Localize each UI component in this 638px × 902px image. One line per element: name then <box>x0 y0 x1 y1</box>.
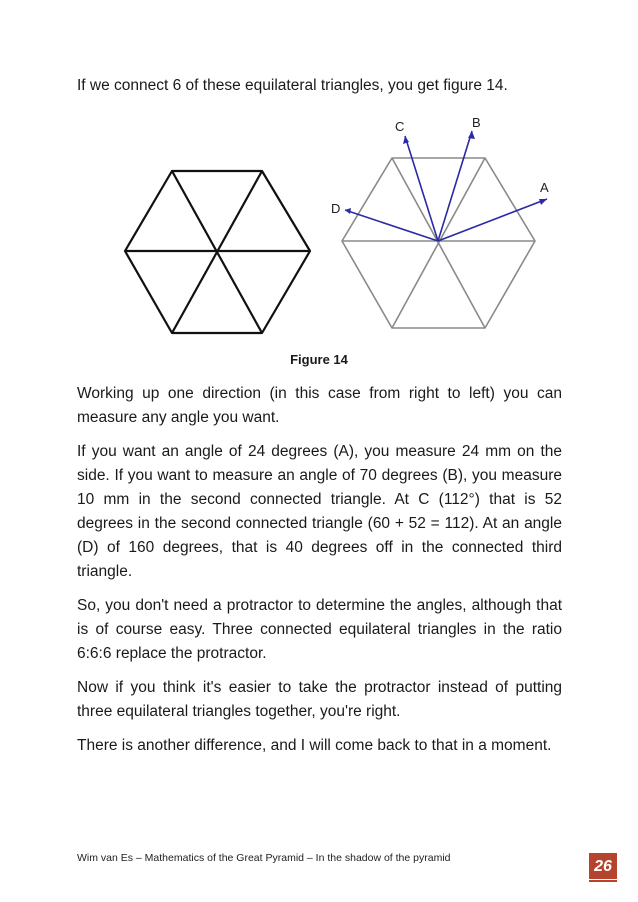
ray-c <box>405 136 438 241</box>
paragraph: There is another difference, and I will come back to that in a moment. <box>77 737 552 754</box>
label-d: D <box>331 201 341 216</box>
ray-a-arrowhead <box>539 199 547 205</box>
intro-text: If we connect 6 of these equilateral triangles, you get figure 14. <box>77 77 508 94</box>
figure-14-diagram <box>0 110 638 350</box>
paragraph: Working up one direction (in this case from right to left) you can measure any angle you want. <box>77 385 562 426</box>
ray-b <box>438 131 472 241</box>
label-b: B <box>472 115 481 130</box>
ray-arrowheads <box>345 131 547 214</box>
paragraph: If you want an angle of 24 degrees (A), you measure 24 mm on the side. If you want to measure an angle of 70 degrees (B), you measure 10 mm in the second connected triangle. At C (112°) that is 52 degrees in the second connected triangle (60 + 52 = 112). At an angle (D) of 160 degrees, that is 40 degrees off in the connected third triangle. <box>77 443 562 580</box>
body-text <box>77 382 562 768</box>
ray-b-arrowhead <box>468 131 475 139</box>
hexagon-left <box>125 171 310 333</box>
page-number-rule <box>589 880 617 882</box>
figure-14 <box>0 110 638 350</box>
figure-caption: Figure 14 <box>290 352 348 367</box>
page-footer: Wim van Es – Mathematics of the Great Pyramid – In the shadow of the pyramid <box>77 852 451 864</box>
hexagon-right <box>342 158 535 328</box>
ray-d <box>345 210 438 241</box>
page-number: 26 <box>589 853 617 879</box>
paragraph: So, you don't need a protractor to determine the angles, although that is of course easy. Three connected equilateral triangles in the ratio 6:6:6 replace the protractor. <box>77 597 562 662</box>
paragraph: Now if you think it's easier to take the protractor instead of putting three equilateral triangles together, you're right. <box>77 679 562 720</box>
label-a: A <box>540 180 549 195</box>
label-c: C <box>395 119 405 134</box>
